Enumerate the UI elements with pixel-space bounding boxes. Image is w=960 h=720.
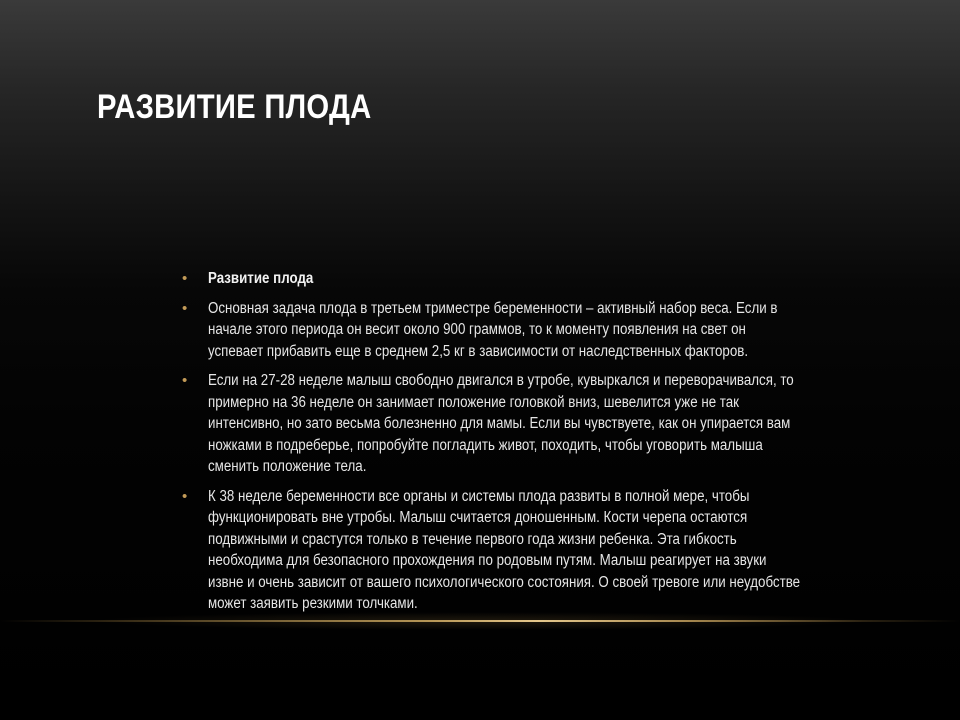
bullet-heading: Развитие плода <box>208 270 314 287</box>
bullet-icon: • <box>182 270 188 287</box>
list-item <box>182 268 882 290</box>
bullet-icon: • <box>182 372 188 389</box>
bullet-text: К 38 неделе беременности все органы и системы плода развиты в полной мере, чтобы функционировать вне утробы. Малыш считается доношенным. Кости черепа остаются подвижными и срастутся только в течение первого года жизни ребенка. Эта гибкость необходима для безопасного прохождения по родовым путям. Малыш реагирует на звуки извне и очень зависит от вашего психологического состояния. О своей тревоге или неудобстве может заявить резкими толчками. <box>208 487 801 612</box>
list-item <box>182 298 882 363</box>
list-item <box>182 486 882 615</box>
bullet-text: Основная задача плода в третьем триместре беременности – активный набор веса. Если в начале этого периода он весит около 900 граммов, то к моменту появления на свет он успевает прибавить еще в среднем 2,5 кг в зависимости от наследственных факторов. <box>208 299 778 360</box>
accent-line <box>0 620 960 622</box>
bullet-icon: • <box>182 487 188 505</box>
slide-title: РАЗВИТИЕ ПЛОДА <box>97 88 372 126</box>
list-item <box>182 370 882 478</box>
bullet-icon: • <box>182 299 188 317</box>
bullet-list <box>182 268 882 623</box>
bullet-text: Если на 27-28 неделе малыш свободно двигался в утробе, кувыркался и переворачивался, то примерно на 36 неделе он занимает положение головкой вниз, шевелится уже не так интенсивно, но зато весьма болезненно для мамы. Если вы чувствуете, как он упирается вам ножками в подреберье, попробуйте погладить живот, походить, чтобы уговорить малыша сменить положение тела. <box>208 372 794 475</box>
